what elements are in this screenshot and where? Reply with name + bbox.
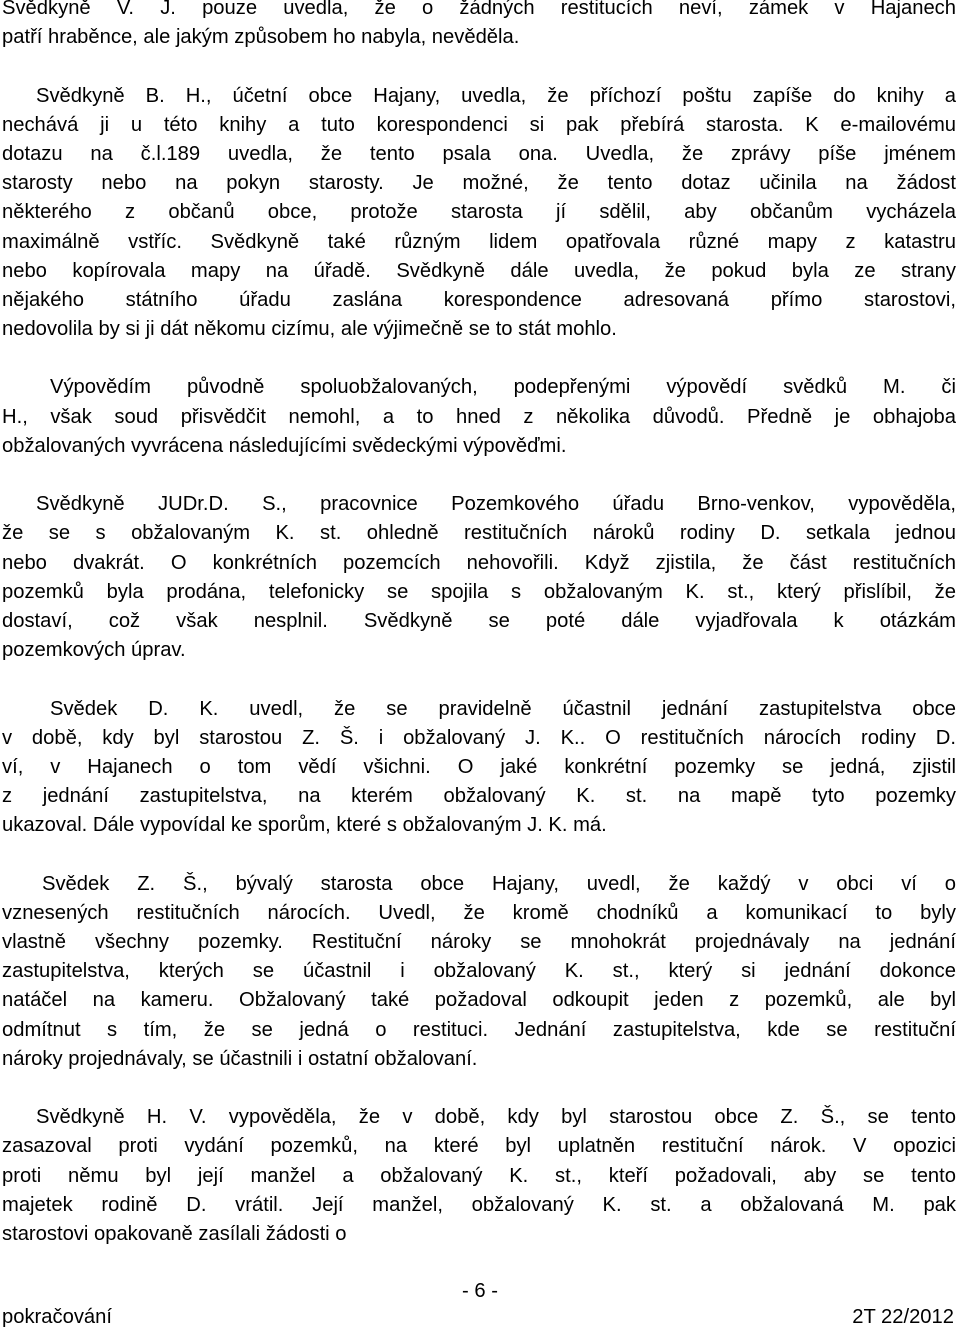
- text-line: patří hraběnce, ale jakým způsobem ho nabyla, nevěděla.: [2, 26, 520, 49]
- text-line: ví, v Hajanech o tom vědí všichni. O jaké konkrétní pozemky se jedná, zjistil: [2, 755, 956, 778]
- text-line: zasazoval proti vydání pozemků, na které byl uplatněn restituční nárok. V opozici: [2, 1135, 956, 1158]
- text-line: Svědkyně B. H., účetní obce Hajany, uvedla, že příchozí poštu zapíše do knihy a: [36, 84, 956, 107]
- text-line: nějakého státního úřadu zaslána korespondence adresovaná přímo starostovi,: [2, 288, 956, 311]
- text-line: nebo dvakrát. O konkrétních pozemcích nehovořili. Když zjistila, že část restitučních: [2, 551, 956, 574]
- text-line: natáčel na kameru. Obžalovaný také požadoval odkoupit jeden z pozemků, ale byl: [2, 989, 956, 1012]
- text-line: z jednání zastupitelstva, na kterém obžalovaný K. st. na mapě tyto pozemky: [2, 785, 956, 808]
- text-line: že se s obžalovaným K. st. ohledně restitučních nároků rodiny D. setkala jednou: [2, 522, 956, 545]
- text-line: pozemkových úprav.: [2, 639, 186, 662]
- text-line: H., však soud přisvědčit nemohl, a to hned z několika důvodů. Předně je obhajoba: [2, 405, 956, 428]
- text-line: obžalovaných vyvrácena následujícími svědeckými výpověďmi.: [2, 434, 567, 457]
- text-line: starostovi opakovaně zasílali žádosti o: [2, 1222, 347, 1245]
- text-line: v době, kdy byl starostou Z. Š. i obžalovaný J. K.. O restitučních nárocích rodiny D.: [2, 726, 956, 749]
- text-line: Svědkyně H. V. vypověděla, že v době, kdy byl starostou obce Z. Š., se tento: [36, 1106, 956, 1129]
- text-line: vlastně všechny pozemky. Restituční nároky se mnohokrát projednávaly na jednání: [2, 931, 956, 953]
- paragraph-witness-ds: [2, 490, 956, 665]
- text-line: Svědkyně JUDr.D. S., pracovnice Pozemkového úřadu Brno-venkov, vypověděla,: [36, 493, 956, 516]
- text-line: Svědek Z. Š., bývalý starosta obce Hajany, uvedl, že každý v obci ví o: [42, 872, 956, 895]
- paragraph-witness-vj: [2, 0, 956, 52]
- paragraph-defendants-testimony: [2, 373, 956, 461]
- footer-continuation-label: pokračování: [2, 1306, 112, 1328]
- text-line: dostaví, což však nesplnil. Svědkyně se poté dále vyjadřovala k otázkám: [2, 609, 956, 632]
- text-line: nároky projednávaly, se účastnili i ostatní obžalovaní.: [2, 1047, 478, 1070]
- text-line: Výpovědím původně spoluobžalovaných, podepřenými výpovědí svědků M. či: [50, 376, 956, 399]
- page-number: - 6 -: [462, 1280, 498, 1302]
- text-line: zastupitelstva, kterých se účastnil i obžalovaný K. st., který si jednání dokonce: [2, 960, 956, 983]
- text-line: vznesených restitučních nárocích. Uvedl, že kromě chodníků a komunikací to byly: [2, 901, 956, 924]
- text-line: starosty nebo na pokyn starosty. Je možné, že tento dotaz učinila na žádost: [2, 172, 956, 195]
- text-line: některého z občanů obce, protože starosta jí sdělil, aby občanům vycházela: [2, 201, 956, 224]
- text-line: proti němu byl její manžel a obžalovaný K. st., kteří požadovali, aby se tento: [2, 1164, 956, 1187]
- footer-case-number: 2T 22/2012: [852, 1306, 954, 1328]
- document-body: [2, 0, 956, 1249]
- text-line: nechává ji u této knihy a tuto korespondenci si pak přebírá starosta. K e-mailovému: [2, 113, 956, 136]
- text-line: odmítnut s tím, že se jedná o restituci. Jednání zastupitelstva, kde se restituční: [2, 1018, 956, 1041]
- text-line: pozemků byla prodána, telefonicky se spojila s obžalovaným K. st., který přislíbil, že: [2, 580, 956, 603]
- paragraph-witness-dk: [2, 695, 956, 841]
- text-line: nedovolila by si ji dát někomu cizímu, ale výjimečně se to stát mohlo.: [2, 318, 617, 341]
- text-line: nebo kopírovala mapy na úřadě. Svědkyně dále uvedla, že pokud byla ze strany: [2, 259, 956, 282]
- text-line: majetek rodině D. vrátil. Její manžel, obžalovaný K. st. a obžalovaná M. pak: [2, 1193, 956, 1216]
- text-line: Svědek D. K. uvedl, že se pravidelně účastnil jednání zastupitelstva obce: [50, 697, 956, 720]
- paragraph-witness-hv: [2, 1103, 956, 1249]
- text-line: Svědkyně V. J. pouze uvedla, že o žádných restitucích neví, zámek v Hajanech: [2, 0, 956, 19]
- text-line: dotazu na č.l.189 uvedla, že tento psala ona. Uvedla, že zprávy píše jménem: [2, 142, 956, 165]
- paragraph-witness-zs: [2, 870, 956, 1074]
- paragraph-witness-bh: [2, 82, 956, 345]
- text-line: ukazoval. Dále vypovídal ke sporům, které s obžalovaným J. K. má.: [2, 814, 607, 837]
- text-line: maximálně vstříc. Svědkyně také různým lidem opatřovala různé mapy z katastru: [2, 230, 956, 253]
